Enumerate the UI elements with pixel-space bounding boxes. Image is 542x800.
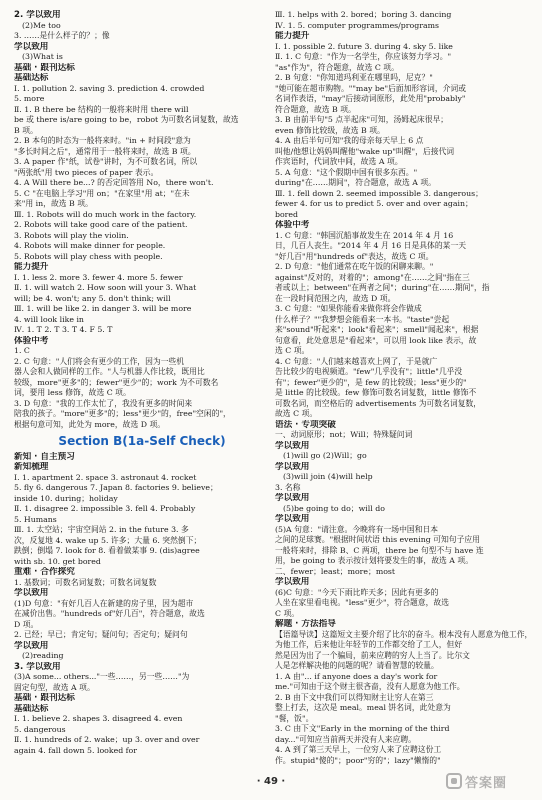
answer-line: 来"用 in，故选 B 项。 <box>14 199 93 208</box>
section-heading: 学以致用 <box>275 514 310 524</box>
section-heading: 解题 · 方法指导 <box>275 619 336 629</box>
section-heading: 基础达标 <box>14 703 49 714</box>
answer-line: 4. A 到了第三天早上，一位穷人来了应聘这份工 <box>275 745 442 754</box>
answer-line: 故选 C 项。 <box>275 409 318 418</box>
section-heading: 能力提升 <box>275 31 310 41</box>
answer-line: 3. ……是什么样子的？；像 <box>14 31 110 40</box>
answer-line: 二、fewer；least；more；most <box>275 566 396 576</box>
answer-line: 3. 名称 <box>275 482 301 492</box>
answer-line: "多长时间之后"，通常用于一般将来时，故选 B 项。 <box>14 146 196 156</box>
answer-line: 5. A 句意："这个假期中国有很多东西。" <box>275 167 418 177</box>
section-heading: 新知梳理 <box>14 462 49 472</box>
answer-line: Ⅰ. 1. believe 2. shapes 3. disagreed 4. even <box>14 714 183 723</box>
answer-line: 跌倒；倒塌 7. look for 8. 看着做某事 9. (dis)agree <box>14 546 200 555</box>
answer-line: 2. B 句意："你知道玛利亚在哪里吗，尼克？" <box>275 73 433 82</box>
answer-line: 1. C 句意："韩国沉船事故发生在 2014 年 4 月 16 <box>275 230 454 240</box>
answer-line: 人是怎样解决他的问题的呢？请看智慧的较量。 <box>275 661 439 670</box>
section-heading: 学以致用 <box>275 493 310 503</box>
answer-line: (3)What is <box>22 52 63 61</box>
answer-line: 为他工作，后来他让年轻节的工作都交给了工人，但好 <box>275 640 463 649</box>
answer-line: 一般将来时，排除 B、C 两项，there be 句型不与 have 连 <box>275 545 484 555</box>
answer-line: Ⅲ. 1. helps with 2. bored；boring 3. dancing <box>275 10 452 19</box>
answer-line: 5. more <box>14 94 45 103</box>
answer-line: 5. Robots will play chess with people. <box>14 251 163 261</box>
section-heading: 学以致用 <box>14 41 49 52</box>
page-number: · 49 · <box>256 776 286 787</box>
answer-line: even 修饰比较级，故选 B 项。 <box>275 125 385 135</box>
answer-line: Ⅲ. 1. fell down 2. seemed impossible 3. dangerous； <box>275 188 483 198</box>
answer-line: 之间的足球赛。"根据时间状语 this evening 可知句子应用 <box>275 535 480 544</box>
section-heading: 新知 · 自主预习 <box>14 451 75 462</box>
left-column <box>14 10 270 756</box>
answer-line: 整上打去，这次是 meal。meal 饼名词，此处意为 <box>275 703 451 712</box>
answer-line: 然是因为出了一个骗局，前来应聘的穷人上当了。比尔文 <box>275 650 470 660</box>
section-heading: 学以致用 <box>14 588 49 598</box>
section-heading: 基础达标 <box>14 73 49 83</box>
section-heading: 基础 · 跟刊达标 <box>14 693 75 703</box>
answer-line: (1)D 句意："有好几百人在新建的房子里，因为超市 <box>14 598 194 608</box>
answer-line: inside 10. during；holiday <box>14 493 118 503</box>
answer-line: Ⅱ. 1. B there be 结构的一般将来时用 there will <box>14 104 189 114</box>
answer-line: 词，要用 less 修饰，故选 C 项。 <box>14 388 131 397</box>
answer-line: 1. C <box>14 346 30 355</box>
section-heading: 学以致用 <box>275 461 310 472</box>
answer-line: 【语篇导读】这篇短文主要介绍了比尔的奋斗。根本没有人愿意为他工作， <box>275 629 533 639</box>
answer-line: 1. 基数词；可数名词复数；可数名词复数 <box>14 577 157 587</box>
right-column <box>275 10 533 766</box>
answer-line: 2. Robots will take good care of the patient. <box>14 220 188 229</box>
answer-line: 器人会和人做同样的工作。"人与机器人作比较，既用比 <box>14 367 205 376</box>
answer-line: 4. A 由后半句可知"我的母亲每天早上 6 点 <box>275 136 424 145</box>
answer-line: 3. C 由下文"Early in the morning of the third <box>275 724 450 733</box>
answer-line: "餐，饭"。 <box>275 713 314 723</box>
answer-line: 告比较少的电视频道。"few"几乎没有"；little"几乎没 <box>275 367 463 376</box>
section-heading: 语法 · 专项突破 <box>275 419 336 430</box>
answer-line: (6)C 句意："今天下雨比昨天多；因此有更多的 <box>275 587 439 597</box>
section-heading: 能力提升 <box>14 262 49 272</box>
answer-line: Ⅳ. 1. 5. computer programmes/programs <box>275 20 439 30</box>
answer-line: Ⅱ. 1. will watch 2. How soon will your 3. What <box>14 283 197 292</box>
answer-line: 次，反复地 4. wake up 5. 许多；大量 6. 突然倒下； <box>14 535 202 545</box>
answer-line: 来"sound"听起来"；look"看起来"；smell"闻起来"，根据 <box>275 325 479 334</box>
answer-line: 作宾语时，代词放中间，故选 A 项。 <box>275 157 403 166</box>
answer-line: (2)Me too <box>22 20 61 30</box>
answer-line: (1)will go (2)Will；go <box>283 451 367 460</box>
answer-line: 叫他/他想让妈妈叫醒他"wake up"叫醒"，后接代词 <box>275 146 455 156</box>
answer-line: 4. C 句意："人们越来越喜欢上网了，于是就广 <box>275 356 438 366</box>
answer-line: 3. D 句意："我的工作太忙了，我没有更多的时间来 <box>14 398 193 408</box>
answer-line: "as"作为"，符合题意，故选 C 项。 <box>275 62 399 72</box>
answer-line: 在减价出售。"hundreds of"好几百"，符合题意，故选 <box>14 609 205 618</box>
answer-line: D 项。 <box>14 619 39 629</box>
answer-line: 2. C 句意："人们将会有更少的工作，因为一些机 <box>14 356 185 366</box>
answer-line: 4. A Will there be...? 的否定回答用 No，there won't. <box>14 178 214 187</box>
answer-line: day..."可知应当前两天并没有人来应聘。 <box>275 734 416 744</box>
answer-line: 1. A 由"... if anyone does a day's work for <box>275 671 438 681</box>
answer-line: 2. D 句意："他们通常在吃午饭的闲聊来聊。" <box>275 262 434 271</box>
answer-line: against"反对的，对着的"；among"在……之间"指在三 <box>275 272 470 282</box>
answer-line: 5. fly 6. dangerous 7. Japan 8. factories 9. believe； <box>14 483 218 492</box>
answer-line: Ⅰ. 1. less 2. more 3. fewer 4. more 5. fewer <box>14 272 183 282</box>
watermark-logo <box>446 768 536 794</box>
answer-line: 较级，more"更多"的；fewer"更少"的；work 为不可数名 <box>14 377 219 387</box>
answer-line: with sb. 10. get bored <box>14 556 101 566</box>
section-heading: 学以致用 <box>275 577 310 587</box>
answer-line: again 4. fall down 5. looked for <box>14 745 137 755</box>
answer-line: (5)A 句意："请注意。今晚将有一场中国和日本 <box>275 524 439 534</box>
section-heading: 体验中考 <box>14 335 49 346</box>
answer-line: 是 little 的比较级。few 修饰可数名词复数，little 修饰不 <box>275 388 477 397</box>
answer-line: 可数名词，而空格后的 advertisements 为可数名词复数， <box>275 398 482 408</box>
answer-line: 日，几百人丧生。"2014 年 4 月 16 日是具体的某一天 <box>275 241 467 250</box>
answer-line: bored <box>275 209 299 219</box>
answer-line: "好几百"用"hundreds of"表达，故选 C 项。 <box>275 251 434 261</box>
answer-line: 符合题意，故选 B 项。 <box>275 104 356 114</box>
watermark-text: 答案圈 <box>465 775 508 791</box>
answer-line: 2. B 本句的时态为一般将来时。"in + 时间段"意为 <box>14 136 191 145</box>
answer-line: 3. Robots will play the violin. <box>14 230 129 240</box>
answer-line: 3. C 句意："如果你能看来做你将会作做成 <box>275 304 422 313</box>
answer-line: 4. Robots will make dinner for people. <box>14 241 166 250</box>
answer-line: Ⅲ. 1. 太空站；宇宙空间站 2. in the future 3. 多 <box>14 525 189 534</box>
answer-line: Ⅳ. 1. T 2. T 3. T 4. F 5. T <box>14 325 113 334</box>
answer-line: B 项。 <box>14 125 38 135</box>
watermark-icon <box>446 773 462 789</box>
answer-line: 有"；fewer"更少的"，是 few 的比较级；less"更少的" <box>275 377 467 387</box>
answer-line: 2. 已经；早已；肯定句；疑问句；否定句；疑问句 <box>14 630 188 639</box>
answer-line: 在一段时间范围之内，故选 D 项。 <box>275 293 396 303</box>
answer-line: (3)A some... others..."一些……，另一些……"为 <box>14 672 190 681</box>
answer-line: will; be 4. won't; any 5. don't think; will <box>14 293 171 303</box>
answer-line: 什么样子？""我梦想会能看来一本书。"taste"尝起 <box>275 314 450 324</box>
answer-line: 根据句意可知，此处为 more，故选 D 项。 <box>14 419 166 429</box>
answer-line: 人坐在家里看电视。"less"更少"，符合题意，故选 <box>275 598 450 607</box>
answer-line: Ⅱ. 1. C 句意："作为一名学生，你应该努力学习。" <box>275 52 452 61</box>
answer-line: 3. A paper 作"纸，试卷"讲时，为不可数名词，所以 <box>14 157 198 166</box>
answer-line: "她可能在超市购物。""may be"后面加形容词，介词或 <box>275 83 467 93</box>
answer-line: 3. B 由前半句"5 点半起床"可知，汤姆起床很早； <box>275 115 449 124</box>
answer-line: 名词作表语，"may"后接动词原形，此处用"probably" <box>275 94 466 103</box>
answer-line: me."可知由于这个财主很吝啬，没有人愿意为他工作。 <box>275 682 465 691</box>
answer-line: Ⅲ. 1. Robots will do much work in the factory. <box>14 209 197 219</box>
section-heading: 重难 · 合作探究 <box>14 567 75 577</box>
section-heading: 学以致用 <box>275 440 310 451</box>
answer-line: 4. will look like in <box>14 314 84 324</box>
section-heading: 2. 学以致用 <box>14 10 61 20</box>
answer-line: Ⅰ. 1. pollution 2. saving 3. prediction 4. crowded <box>14 83 205 93</box>
answer-line: 2. B 由下文中我们可以得知财主让穷人在第三 <box>275 692 434 702</box>
answer-line: 句意看，此处意思是"看起来"，可以用 look like 表示，故 <box>275 335 477 345</box>
answer-line: be 或 there is/are going to be，robot 为可数名词复数，故选 <box>14 115 239 124</box>
section-heading: 体验中考 <box>275 220 310 230</box>
section-title: Section B(1a-Self Check) <box>58 434 226 448</box>
answer-line: 固定句型，故选 A 项。 <box>14 682 95 692</box>
answer-line: 陪我的孩子。"more"更多"的；less"更少"的，free"空闲的"， <box>14 409 231 418</box>
answer-line: (2)reading <box>22 651 64 660</box>
answer-line: (5)be going to do；will do <box>283 503 385 513</box>
answer-line: Ⅱ. 1. disagree 2. impossible 3. fell 4. Probably <box>14 504 196 513</box>
answer-line: 一、动词原形；not；Will；特殊疑问词 <box>275 430 413 439</box>
answer-line: during"在……期间"，符合题意，故选 A 项。 <box>275 178 436 187</box>
answer-line: 5. dangerous <box>14 724 66 734</box>
answer-line: 作。stupid"傻的"；poor"穷的"；lazy"懒惰的" <box>275 755 441 765</box>
answer-line: Ⅲ. 1. will be like 2. in danger 3. will be more <box>14 304 192 313</box>
answer-line: Ⅱ. 1. hundreds of 2. wake；up 3. over and over <box>14 735 200 744</box>
answer-line: Ⅰ. 1. apartment 2. space 3. astronaut 4. rocket <box>14 472 197 482</box>
section-heading: 学以致用 <box>14 640 49 651</box>
answer-line: C 项。 <box>275 608 300 618</box>
answer-line: (3)will join (4)will help <box>283 472 373 481</box>
answer-line: fewer 4. for us to predict 5. over and over again； <box>275 199 473 208</box>
section-heading: 3. 学以致用 <box>14 661 61 672</box>
answer-line: 用，be going to 表示按计划将要发生的事，故选 A 项。 <box>275 556 473 565</box>
answer-line: 选 C 项。 <box>275 346 310 355</box>
answer-line: 者或以上；between"在两者之间"；during"在……期间"，指 <box>275 283 490 292</box>
section-heading: 基础 · 跟刊达标 <box>14 62 75 73</box>
answer-line: 5. C "在电脑上学习"用 on；"在家里"用 at；"在未 <box>14 188 190 198</box>
answer-line: "两张纸"用 two pieces of paper 表示。 <box>14 167 159 177</box>
answer-line: 5. Humans <box>14 514 57 524</box>
answer-line: Ⅰ. 1. possible 2. future 3. during 4. sky 5. like <box>275 41 453 51</box>
